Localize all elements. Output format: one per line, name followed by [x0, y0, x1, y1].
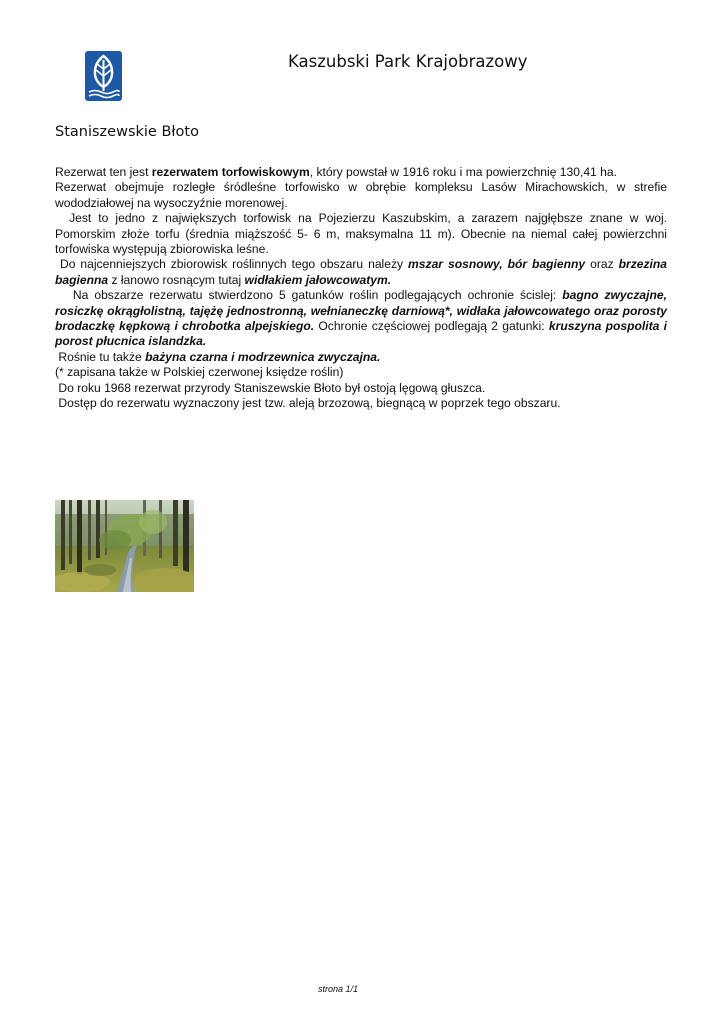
- paragraph: [55, 381, 667, 396]
- text-run: Rezerwat obejmuje rozległe śródleśne torfowisko w obrębie kompleksu Lasów Mirachowskich, w strefie wododziałowej na wysoczyźnie morenowej.: [55, 180, 667, 210]
- bold-text-run: rezerwatem torfowiskowym: [151, 165, 310, 179]
- text-run: Ochronie częściowej podlegają 2 gatunki:: [314, 319, 549, 334]
- bold-italic-text-run: bagno zwyczajne, rosiczkę okrągłolistną, tajężę jednostronną, wełnianeczkę darniową*, widłaka jałowcowatego oraz porosty brodaczkę kępkową i chrobotka alpejskiego.: [55, 288, 671, 334]
- text-run: Dostęp do rezerwatu wyznaczony jest tzw. aleją brzozową, biegnącą w poprzek tego obszaru.: [55, 396, 561, 411]
- text-run: oraz: [585, 257, 619, 272]
- park-leaf-logo-icon: [85, 51, 122, 101]
- text-run: Na obszarze rezerwatu stwierdzono 5 gatunków roślin podlegających ochronie ścislej:: [55, 288, 563, 303]
- paragraph: [55, 165, 667, 180]
- paragraph: [55, 180, 667, 211]
- bold-italic-text-run: brzezina bagienna: [55, 257, 671, 287]
- bold-italic-text-run: bażyna czarna i modrzewnica zwyczajna.: [145, 349, 381, 364]
- bold-italic-text-run: widłakiem jałowcowatym.: [244, 272, 392, 287]
- section-title: Staniszewskie Błoto: [55, 124, 199, 140]
- article-body: [55, 165, 671, 412]
- text-run: Do roku 1968 rezerwat przyrody Staniszewskie Błoto był ostoją lęgową głuszca.: [55, 380, 486, 395]
- page-header-title: Kaszubski Park Krajobrazowy: [288, 52, 528, 71]
- bold-italic-text-run: mszar sosnowy, bór bagienny: [408, 257, 586, 272]
- paragraph: [55, 365, 667, 380]
- bold-italic-text-run: kruszyna pospolita i porost płucnica islandzka.: [55, 319, 671, 349]
- forest-stream-photo: [55, 500, 194, 592]
- paragraph: [55, 350, 667, 365]
- text-run: Rośnie tu także: [55, 349, 146, 364]
- text-run: , który powstał w 1916 roku i ma powierzchnię 130,41 ha.: [309, 165, 617, 179]
- text-run: (* zapisana także w Polskiej czerwonej księdze roślin): [55, 365, 344, 380]
- paragraph: [55, 396, 667, 411]
- paragraph: [55, 257, 671, 288]
- paragraph: [55, 211, 671, 257]
- page-number: strona 1/1: [318, 984, 359, 994]
- text-run: Rezerwat ten jest: [55, 165, 152, 179]
- text-run: Do najcenniejszych zbiorowisk roślinnych tego obszaru należy: [55, 257, 409, 272]
- paragraph: [55, 288, 671, 350]
- text-run: Jest to jedno z największych torfowisk na Pojezierzu Kaszubskim, a zarazem najgłębsze znane w woj. Pomorskim złoże torfu (średnia miąższość 5- 6 m, maksymalna 11 m). Obecnie na niemal całej powierzchni torfowiska występują zbiorowiska leśne.: [55, 211, 671, 257]
- text-run: z łanowo rosnącym tutaj: [108, 272, 245, 287]
